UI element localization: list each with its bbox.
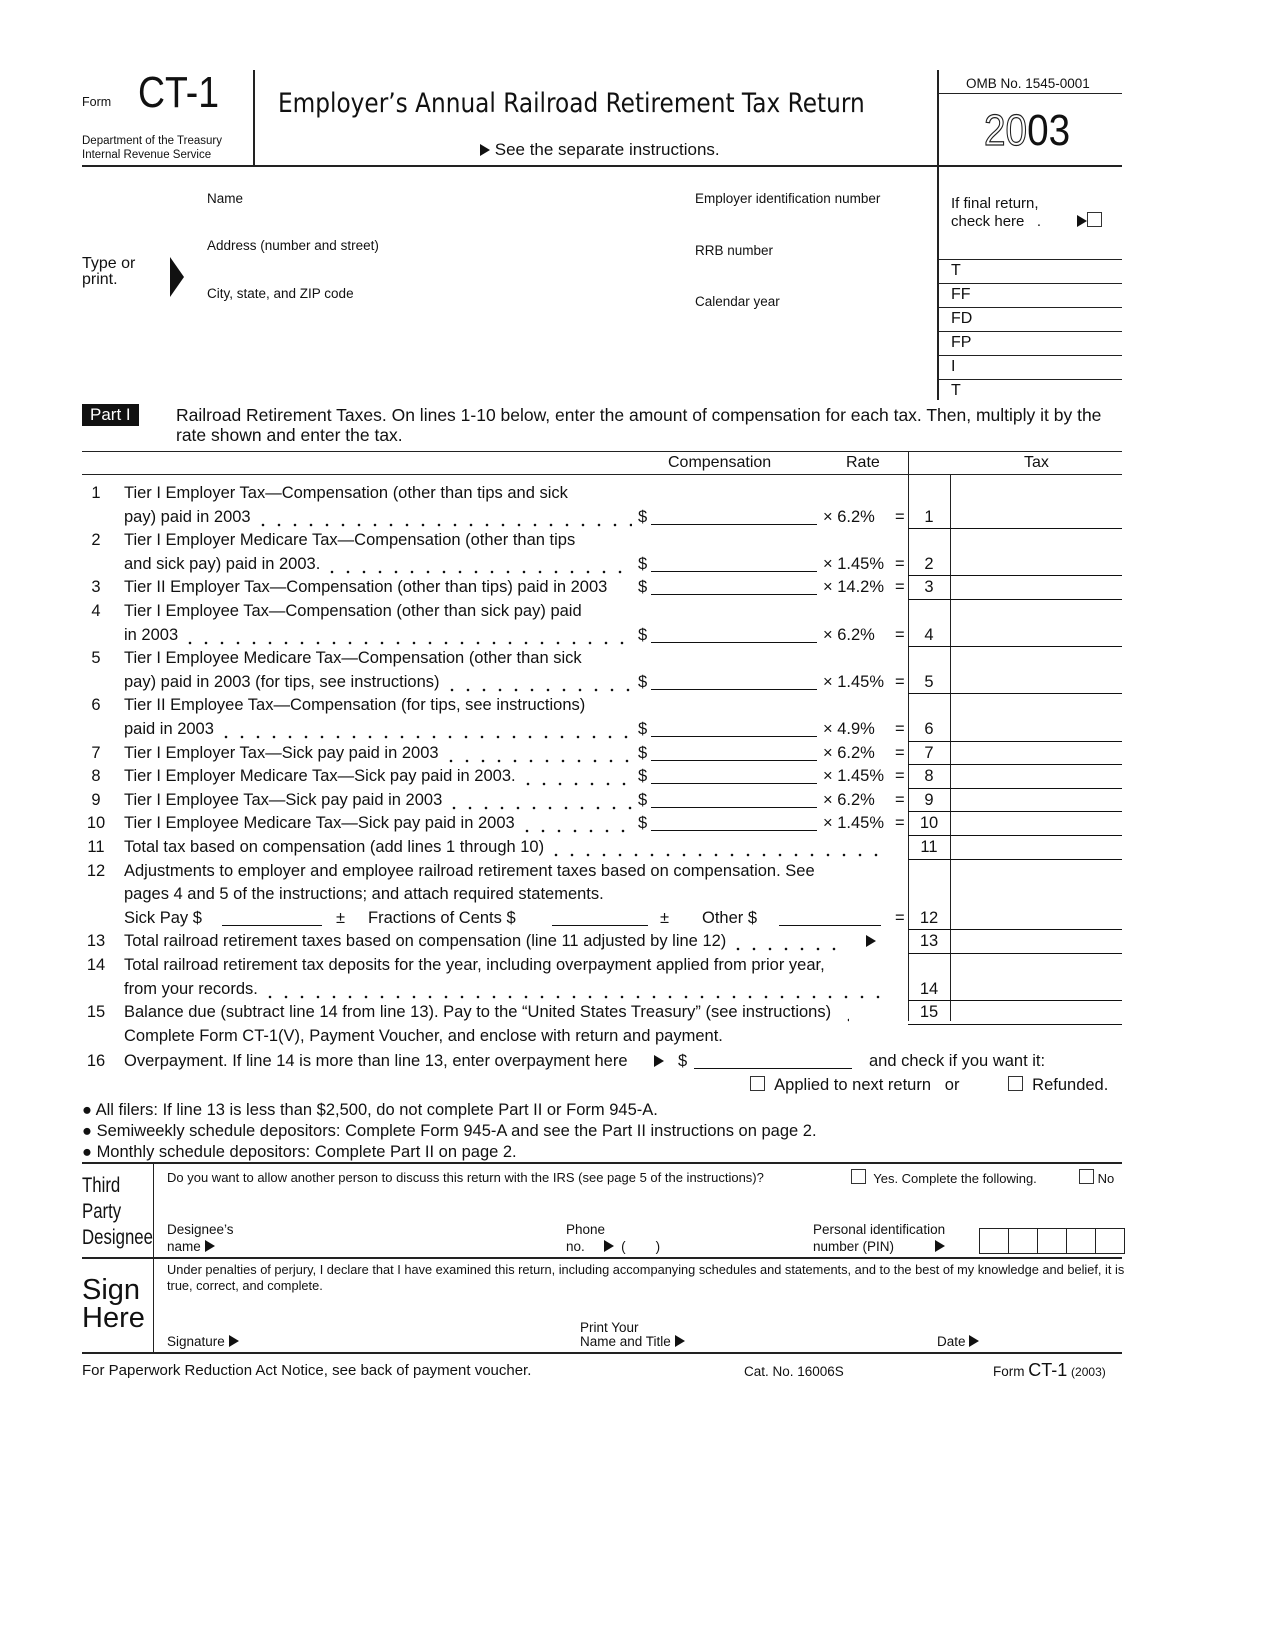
- tax-rate: × 1.45%: [823, 814, 885, 833]
- line-12: [82, 860, 1122, 884]
- line-description: Complete Form CT-1(V), Payment Voucher, and enclose with return and payment.: [124, 1026, 723, 1045]
- dot-leader: [255, 506, 632, 530]
- line-text: [124, 1001, 890, 1025]
- line-4-cont: [82, 624, 1122, 648]
- line-3: [82, 576, 1122, 600]
- arrow-icon: [969, 1335, 979, 1347]
- dot-leader: [841, 1001, 849, 1025]
- form-number: CT-1: [1028, 1360, 1068, 1380]
- note: ● Semiweekly schedule depositors: Complete Form 945-A and see the Part II instructions on page 2.: [82, 1122, 817, 1140]
- tax-box-number: 9: [924, 790, 934, 809]
- office-code-fp: FP: [951, 334, 972, 351]
- rrb-number-label[interactable]: RRB number: [695, 243, 774, 258]
- equals-sign: =: [895, 908, 905, 927]
- arrow-icon: [935, 1240, 945, 1252]
- line-description: Tier I Employee Medicare Tax—Compensation (other than sick: [124, 649, 582, 668]
- line-text: [124, 812, 636, 836]
- checkbox[interactable]: [1087, 212, 1102, 227]
- equals-sign: =: [895, 743, 905, 762]
- compensation-input[interactable]: [651, 642, 817, 643]
- tax-rate: × 6.2%: [823, 507, 875, 526]
- line-description: Tier I Employer Medicare Tax—Compensation (other than tips: [124, 531, 576, 550]
- dot-leader: [262, 978, 886, 1002]
- checkbox[interactable]: [1008, 1076, 1023, 1091]
- dollar-sign: $: [638, 672, 648, 691]
- no-label: No: [1097, 1171, 1115, 1186]
- instructions-note: [480, 140, 720, 160]
- compensation-input[interactable]: [651, 524, 817, 525]
- line-14: [82, 954, 1122, 978]
- equals-sign: =: [895, 672, 905, 691]
- plus-minus: ±: [336, 908, 346, 927]
- tax-box-number: 5: [924, 672, 934, 691]
- tax-rate: × 1.45%: [823, 672, 885, 691]
- code-divider: [937, 355, 1122, 356]
- line-description: Tier I Employee Medicare Tax—Sick pay paid in 2003: [124, 814, 515, 833]
- line-description: paid in 2003: [124, 720, 214, 738]
- arrow-icon: [1077, 215, 1087, 227]
- omb-number: OMB No. 1545-0001: [966, 76, 1090, 91]
- line-text: [124, 576, 607, 600]
- line-text: [124, 883, 604, 907]
- line-number: 15: [86, 1003, 106, 1022]
- dot-leader: [446, 789, 632, 813]
- line-number: 14: [86, 956, 106, 974]
- line-text: [124, 553, 636, 577]
- equals-sign: =: [895, 767, 905, 786]
- pin-label-2: number (PIN): [813, 1239, 895, 1254]
- checkbox[interactable]: [750, 1076, 765, 1091]
- other-input[interactable]: [779, 925, 881, 926]
- equals-sign: =: [895, 625, 905, 644]
- line-description: pages 4 and 5 of the instructions; and attach required statements.: [124, 885, 604, 904]
- line-text: [124, 978, 890, 1002]
- line-7: [82, 742, 1122, 766]
- applied-checkbox[interactable]: [750, 1074, 959, 1098]
- line-13: [82, 930, 1122, 954]
- arrow-icon: [229, 1335, 239, 1347]
- label-line: Here: [82, 1302, 145, 1334]
- line-12-cont: [82, 883, 1122, 907]
- line-number: 9: [91, 790, 101, 809]
- arrow-icon: [675, 1335, 685, 1347]
- line-description: Tier I Employer Medicare Tax—Sick pay paid in 2003.: [124, 767, 516, 786]
- form-label: Form: [993, 1364, 1025, 1379]
- line-description: Total railroad retirement taxes based on compensation (line 11 adjusted by line 12): [124, 932, 727, 951]
- line-text: [124, 718, 636, 742]
- line-16: [82, 1050, 1122, 1074]
- line-text: [124, 694, 585, 718]
- equals-sign: =: [895, 554, 905, 573]
- line-text: [124, 600, 582, 624]
- line-number: 4: [91, 602, 101, 620]
- note: ● Monthly schedule depositors: Complete Part II on page 2.: [82, 1143, 517, 1161]
- dot-leader: [218, 718, 632, 742]
- year-solid: 03: [1027, 106, 1071, 155]
- checkbox[interactable]: [851, 1169, 866, 1184]
- line-text: [124, 506, 636, 530]
- line-number: 12: [86, 861, 106, 880]
- compensation-input[interactable]: [651, 760, 817, 761]
- tax-box-number: 3: [924, 578, 934, 597]
- date-label: Date: [937, 1334, 966, 1349]
- office-code-t: T: [951, 262, 961, 279]
- footer-form-id: [993, 1360, 1106, 1381]
- equals-sign: =: [895, 578, 905, 597]
- tax-rate: × 6.2%: [823, 625, 875, 644]
- irs-label: Internal Revenue Service: [82, 149, 212, 161]
- compensation-input[interactable]: [651, 689, 817, 690]
- line-number: 16: [86, 1052, 106, 1070]
- dollar-sign: $: [638, 554, 648, 573]
- dollar-sign: $: [638, 767, 648, 786]
- line-15-cont: [82, 1025, 1122, 1049]
- line-text: [124, 930, 844, 954]
- line-description: Tier II Employer Tax—Compensation (other than tips) paid in 2003: [124, 578, 608, 597]
- compensation-input[interactable]: [651, 571, 817, 572]
- overpayment-options: [82, 1074, 1122, 1098]
- pin-label-1: Personal identification: [813, 1222, 946, 1237]
- code-divider: [937, 379, 1122, 380]
- designee-no[interactable]: [1079, 1169, 1114, 1186]
- line-6-cont: [82, 718, 1122, 742]
- line-text: [124, 647, 582, 671]
- tax-box-number: 2: [924, 554, 934, 573]
- note-text: All filers: If line 13 is less than $2,500, do not complete Part II or Form 945-A.: [95, 1101, 658, 1119]
- dollar-sign: $: [638, 507, 648, 526]
- dollar-sign: $: [638, 720, 648, 738]
- tax-box-number: 7: [924, 743, 934, 762]
- line-number: 11: [87, 838, 105, 856]
- dot-leader: [520, 765, 632, 789]
- dot-leader: [444, 671, 633, 695]
- line-description: from your records.: [124, 979, 258, 998]
- part-1-badge: Part I: [82, 404, 139, 426]
- column-tax: Tax: [1024, 454, 1049, 471]
- tax-box-number: 12: [919, 908, 939, 927]
- fractions-input[interactable]: [552, 925, 648, 926]
- checkbox[interactable]: [1079, 1169, 1094, 1184]
- area-code: ( ): [621, 1239, 661, 1254]
- fractions-label: Fractions of Cents $: [368, 908, 516, 927]
- line-8: [82, 765, 1122, 789]
- label-line: Sign: [82, 1274, 141, 1306]
- line-15: [82, 1001, 1122, 1025]
- sign-here-label: [82, 1276, 145, 1332]
- line-6: [82, 694, 1122, 718]
- tax-rate: × 1.45%: [823, 767, 885, 786]
- line-description: Tier I Employee Tax—Sick pay paid in 2003: [124, 790, 443, 809]
- city-state-zip-label[interactable]: City, state, and ZIP code: [207, 286, 354, 301]
- line-number: 3: [91, 578, 101, 597]
- or-label: or: [944, 1076, 960, 1094]
- line-5: [82, 647, 1122, 671]
- line-12-cont: [82, 907, 1122, 931]
- tax-box-number: 14: [919, 979, 939, 998]
- designee-question: Do you want to allow another person to discuss this return with the IRS (see page 5 of the instructions)?: [167, 1170, 764, 1185]
- line-text: [124, 954, 825, 978]
- yes-label: Yes. Complete the following.: [873, 1171, 1037, 1186]
- tax-box-number: 13: [919, 932, 939, 951]
- refunded-label: Refunded.: [1032, 1076, 1109, 1094]
- check-here-text: check here: [951, 213, 1025, 230]
- tax-rate: × 1.45%: [823, 554, 885, 573]
- line-number: 2: [91, 531, 101, 550]
- form-year: (2003): [1071, 1365, 1106, 1379]
- line-14-cont: [82, 978, 1122, 1002]
- compensation-input[interactable]: [651, 807, 817, 808]
- code-divider: [937, 331, 1122, 332]
- dept-treasury: Department of the Treasury: [82, 135, 222, 147]
- overpayment-input[interactable]: [694, 1068, 852, 1069]
- office-code-i: I: [951, 358, 956, 375]
- address-label[interactable]: Address (number and street): [207, 238, 379, 253]
- line-description: Balance due (subtract line 14 from line 13). Pay to the “United States Treasury” (see instructions): [124, 1003, 832, 1022]
- equals-sign: =: [895, 790, 905, 809]
- code-divider: [937, 307, 1122, 308]
- line-description: Total railroad retirement tax deposits for the year, including overpayment applied from prior year,: [124, 956, 825, 974]
- calendar-year-label[interactable]: Calendar year: [695, 294, 780, 309]
- print-name-label-1: Print Your: [580, 1320, 639, 1335]
- line-number: 13: [86, 932, 106, 951]
- tax-rate: × 14.2%: [823, 578, 885, 597]
- final-return-checkbox[interactable]: [1077, 212, 1102, 231]
- line-description: pay) paid in 2003: [124, 507, 251, 526]
- line-text: [124, 836, 890, 860]
- dot-leader: [548, 836, 886, 860]
- line-number: 1: [91, 484, 101, 502]
- ein-label[interactable]: Employer identification number: [695, 191, 881, 206]
- plus-minus: ±: [660, 908, 670, 927]
- designee-name-label-2: name: [167, 1239, 201, 1254]
- line-4: [82, 600, 1122, 624]
- line-description: pay) paid in 2003 (for tips, see instructions): [124, 672, 440, 691]
- column-compensation: Compensation: [668, 454, 772, 471]
- tax-rate: × 6.2%: [823, 790, 875, 809]
- name-label[interactable]: Name: [207, 191, 244, 206]
- line-10: [82, 812, 1122, 836]
- instructions-text: See the separate instructions.: [494, 140, 720, 159]
- other-label: Other $: [702, 908, 758, 927]
- line-5-cont: [82, 671, 1122, 695]
- designee-name-label-1: Designee’s: [167, 1222, 234, 1237]
- line-description: Tier I Employer Tax—Compensation (other than tips and sick: [124, 484, 568, 502]
- line-16-text: Overpayment. If line 14 is more than line 13, enter overpayment here: [124, 1052, 628, 1070]
- compensation-input[interactable]: [651, 736, 817, 737]
- pin-label: [813, 1239, 945, 1254]
- tax-box-number: 11: [920, 838, 938, 856]
- line-number: 6: [91, 696, 101, 715]
- arrow-icon: [866, 930, 876, 954]
- office-code-t: T: [951, 382, 961, 399]
- catalog-number: Cat. No. 16006S: [744, 1364, 844, 1379]
- phone-label-2: no.: [566, 1239, 585, 1254]
- office-code-fd: FD: [951, 310, 973, 327]
- pin-input[interactable]: [979, 1228, 1125, 1254]
- tax-box-number: 10: [919, 814, 939, 833]
- line-2: [82, 529, 1122, 553]
- line-text: [124, 529, 575, 553]
- code-divider: [937, 283, 1122, 284]
- phone-field[interactable]: [566, 1239, 660, 1254]
- office-code-ff: FF: [951, 286, 971, 303]
- equals-sign: =: [895, 507, 905, 526]
- phone-label-1: Phone: [566, 1222, 606, 1237]
- equals-sign: =: [895, 814, 905, 833]
- label-line: Designee: [82, 1226, 153, 1249]
- dot-leader: [182, 624, 632, 648]
- date-field[interactable]: [937, 1334, 979, 1349]
- dot-leader: [443, 742, 632, 766]
- line-description: Tier I Employee Tax—Compensation (other than sick pay) paid: [124, 602, 582, 620]
- signature-label: Signature: [167, 1334, 225, 1349]
- form-title: Employer’s Annual Railroad Retirement Tax Return: [278, 88, 865, 119]
- note-text: Semiweekly schedule depositors: Complete Form 945-A and see the Part II instructions on page 2.: [96, 1122, 817, 1140]
- line-description: Tier I Employer Tax—Sick pay paid in 2003: [124, 743, 439, 762]
- tax-box-number: 8: [924, 767, 934, 786]
- line-description: in 2003: [124, 625, 179, 644]
- dot-leader: [730, 930, 840, 954]
- refunded-checkbox[interactable]: [1008, 1074, 1108, 1098]
- line-9: [82, 789, 1122, 813]
- line-number: 5: [91, 649, 101, 668]
- perjury-declaration: Under penalties of perjury, I declare that I have examined this return, including accompanying schedules and statements, and to the best of my knowledge and belief, it is true, correct, and complete.: [167, 1262, 1125, 1293]
- arrow-icon: [170, 257, 184, 297]
- tax-box-number: 6: [924, 720, 934, 738]
- check-instruction: and check if you want it:: [869, 1052, 1046, 1070]
- arrow-icon: [205, 1240, 215, 1252]
- line-number: 7: [91, 743, 101, 762]
- tax-box-number: 4: [924, 625, 934, 644]
- label-line: Third: [82, 1174, 121, 1197]
- arrow-icon: [480, 144, 490, 156]
- line-text: [124, 789, 636, 813]
- applied-label: Applied to next return: [774, 1076, 932, 1094]
- line-number: 10: [86, 814, 106, 833]
- type-or-print-label: Type or print.: [82, 255, 136, 288]
- compensation-input[interactable]: [651, 783, 817, 784]
- label-line: Party: [82, 1200, 122, 1223]
- final-return-label: If final return,: [951, 195, 1039, 212]
- line-text: [124, 860, 815, 884]
- filer-notes: [82, 1100, 817, 1163]
- dollar-sign: $: [638, 790, 648, 809]
- compensation-input[interactable]: [651, 830, 817, 831]
- tax-year: [984, 106, 1070, 156]
- note-text: Monthly schedule depositors: Complete Part II on page 2.: [96, 1143, 517, 1161]
- arrow-icon: [604, 1240, 614, 1252]
- tax-box-number: 15: [919, 1003, 939, 1022]
- compensation-input[interactable]: [651, 594, 817, 595]
- leader-dot: .: [1036, 213, 1042, 230]
- line-description: Adjustments to employer and employee railroad retirement taxes based on compensation. See: [124, 861, 815, 880]
- line-text: [124, 624, 636, 648]
- line-text: [124, 1025, 723, 1049]
- dot-leader: [519, 812, 632, 836]
- column-rate: Rate: [846, 454, 880, 471]
- line-1-cont: [82, 506, 1122, 530]
- line-text: [124, 765, 636, 789]
- year-outline: 20: [984, 106, 1028, 155]
- sick-pay-input[interactable]: [222, 925, 322, 926]
- note: ● All filers: If line 13 is less than $2,500, do not complete Part II or Form 945-A.: [82, 1101, 658, 1119]
- designee-name-field[interactable]: [167, 1239, 215, 1254]
- form-label: Form: [82, 95, 112, 109]
- print-name-label-2: Name and Title: [580, 1334, 671, 1349]
- equals-sign: =: [895, 720, 905, 738]
- designee-yes[interactable]: [851, 1169, 1037, 1186]
- dot-leader: [324, 553, 632, 577]
- dollar-sign: $: [638, 814, 648, 833]
- signature-field[interactable]: [167, 1334, 239, 1349]
- dollar-sign: $: [678, 1052, 688, 1070]
- line-11: [82, 836, 1122, 860]
- tax-box-number: 1: [924, 507, 934, 526]
- third-party-designee-label: [82, 1173, 153, 1251]
- line-1: [82, 482, 1122, 506]
- arrow-icon: [654, 1050, 664, 1074]
- part-1-heading: Railroad Retirement Taxes. On lines 1-10 below, enter the amount of compensation for each tax. Then, multiply it by the rate shown and enter the tax.: [176, 405, 1102, 445]
- line-description: and sick pay) paid in 2003.: [124, 554, 321, 573]
- print-name-field[interactable]: [580, 1334, 685, 1349]
- line-2-cont: [82, 553, 1122, 577]
- dollar-sign: $: [638, 578, 648, 597]
- line-text: [124, 482, 568, 506]
- tax-rate: × 6.2%: [823, 743, 875, 762]
- line-description: Tier II Employee Tax—Compensation (for tips, see instructions): [124, 696, 586, 715]
- dollar-sign: $: [638, 743, 648, 762]
- form-number: CT-1: [138, 68, 220, 117]
- line-number: 8: [91, 767, 101, 786]
- dollar-sign: $: [638, 625, 648, 644]
- line-text: [124, 742, 636, 766]
- tax-rate: × 4.9%: [823, 720, 875, 738]
- line-text: [124, 671, 636, 695]
- sick-pay-label: Sick Pay $: [124, 908, 202, 927]
- paperwork-notice: For Paperwork Reduction Act Notice, see back of payment voucher.: [82, 1362, 532, 1379]
- check-here-label: [951, 213, 1041, 230]
- line-description: Total tax based on compensation (add lines 1 through 10): [124, 838, 545, 856]
